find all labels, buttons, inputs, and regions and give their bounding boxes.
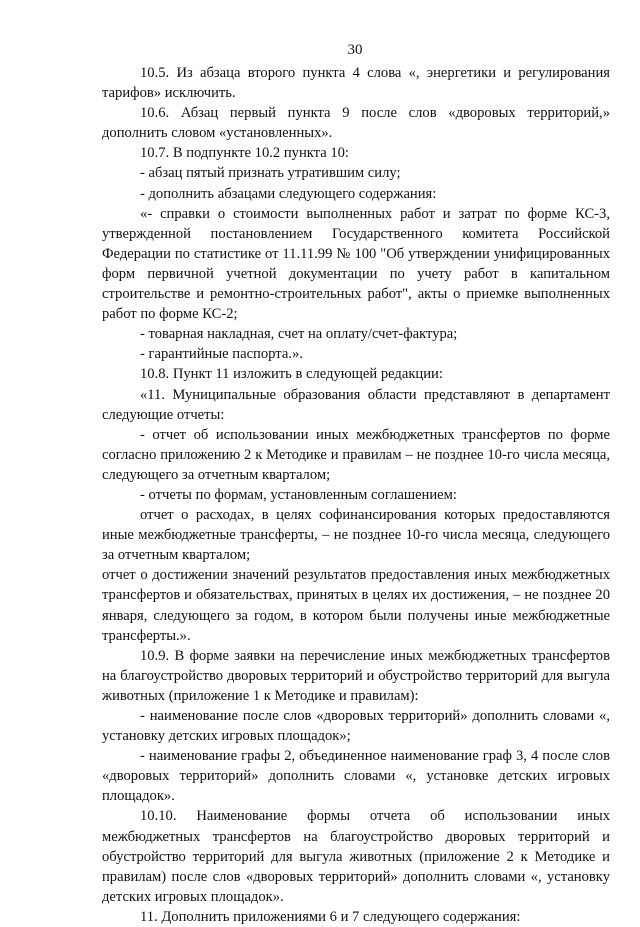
paragraph-10-9: 10.9. В форме заявки на перечисление иных межбюджетных трансфертов на благоустройство дворовых территорий и обустройство территорий для выгула животных (приложение 1 к Методике и правилам):	[102, 647, 610, 704]
list-item-naimenovanie: - наименование после слов «дворовых территорий» дополнить словами «, установку детских игровых площадок»;	[102, 708, 610, 745]
paragraph-11: 11. Дополнить приложениями 6 и 7 следующего содержания:	[140, 908, 521, 925]
paragraph-otchet-o-rashodah: отчет о расходах, в целях софинансирования которых предоставляются иные межбюджетные трансферты, – не позднее 10-го числа месяца, следующего за отчетным кварталом;	[102, 507, 610, 564]
paragraph-10-10: 10.10. Наименование формы отчета об использовании иных межбюджетных трансфертов на благоустройство дворовых территорий и обустройство территорий для выгула животных (приложение 2 к Методике и правилам) после слов «дворовых территорий» дополнить словами «, установку детских игровых площадок».	[102, 808, 610, 905]
list-item-otchet-ob-ispolzovanii: - отчет об использовании иных межбюджетных трансфертов по форме согласно приложению 2 к Методике и правилам – не позднее 10-го числа месяца, следующего за отчетным кварталом;	[102, 426, 610, 483]
paragraph-punkt-11: «11. Муниципальные образования области представляют в департамент следующие отчеты:	[102, 386, 610, 423]
paragraph-10-5: 10.5. Из абзаца второго пункта 4 слова «, энергетики и регулирования тарифов» исключить.	[102, 65, 610, 102]
quoted-item-tovarnaya-nakladnaya: - товарная накладная, счет на оплату/счет-фактура;	[140, 326, 458, 343]
list-item-naimenovanie-grafy: - наименование графы 2, объединенное наименование граф 3, 4 после слов «дворовых территорий» дополнить словами «, установке детских игровых площадок».	[102, 748, 610, 805]
list-item-dopolnit-abzacami: - дополнить абзацами следующего содержания:	[140, 185, 437, 202]
paragraph-10-8: 10.8. Пункт 11 изложить в следующей редакции:	[140, 366, 443, 383]
paragraph-10-6: 10.6. Абзац первый пункта 9 после слов «дворовых территорий,» дополнить словом «установленных».	[102, 105, 610, 142]
page-number: 30	[347, 42, 363, 58]
quoted-item-spravki-ks3: «- справки о стоимости выполненных работ и затрат по форме КС-3, утвержденной постановлением Государственного комитета Российской Федерации по статистике от 11.11.99 № 100 "Об утверждении унифицированных форм первичной учетной документации по учету работ в капитальном строительстве и ремонтно-строительных работ", акты о приемке выполненных работ по форме КС-2;	[102, 205, 610, 323]
paragraph-10-7: 10.7. В подпункте 10.2 пункта 10:	[140, 145, 349, 162]
quoted-item-garantiinye-pasporta: - гарантийные паспорта.».	[140, 346, 303, 363]
list-item-otchety-po-formam: - отчеты по формам, установленным соглашением:	[140, 486, 457, 503]
document-body	[102, 63, 610, 927]
list-item-abzac-pyatyi: - абзац пятый признать утратившим силу;	[140, 165, 401, 182]
paragraph-otchet-o-dostizhenii: отчет о достижении значений результатов предоставления иных межбюджетных трансфертов и обязательствах, принятых в целях их достижения, – не позднее 20 января, следующего за годом, в котором были получены иные межбюджетные трансферты.».	[102, 567, 610, 644]
